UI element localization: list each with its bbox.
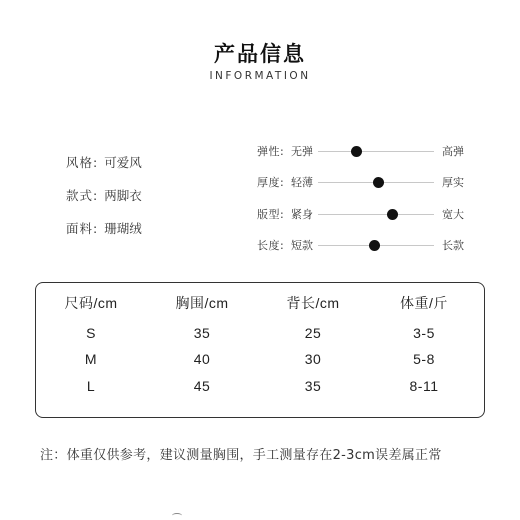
slider-low-label: 短款 bbox=[291, 239, 313, 252]
decorative-mark bbox=[172, 513, 182, 518]
attribute-fabric-key: 面料: bbox=[66, 221, 99, 236]
slider-knob bbox=[373, 177, 384, 188]
table-cell: S bbox=[86, 325, 96, 341]
slider-high-label: 宽大 bbox=[442, 208, 464, 221]
table-header-size: 尺码/cm bbox=[64, 295, 118, 311]
attribute-fabric-value: 珊瑚绒 bbox=[104, 221, 142, 236]
slider-elasticity bbox=[0, 140, 520, 160]
table-header-chest: 胸围/cm bbox=[175, 295, 229, 311]
slider-knob bbox=[387, 209, 398, 220]
slider-low-label: 无弹 bbox=[291, 145, 313, 158]
table-cell: 8-11 bbox=[409, 378, 439, 394]
attribute-style-value: 可爱风 bbox=[104, 155, 142, 170]
table-cell: 35 bbox=[193, 325, 211, 341]
slider-knob bbox=[369, 240, 380, 251]
slider-track bbox=[318, 151, 434, 152]
table-cell: 25 bbox=[304, 325, 322, 341]
size-table bbox=[35, 282, 485, 418]
page-title: 产品信息 bbox=[214, 42, 306, 66]
slider-label: 弹性: bbox=[257, 145, 285, 158]
table-cell: 5-8 bbox=[413, 351, 435, 367]
attribute-style-key: 风格: bbox=[66, 155, 99, 170]
attribute-cut-value: 两脚衣 bbox=[104, 188, 142, 203]
table-cell: M bbox=[84, 351, 98, 367]
slider-low-label: 轻薄 bbox=[291, 176, 313, 189]
attribute-cut-key: 款式: bbox=[66, 188, 99, 203]
slider-label: 长度: bbox=[257, 239, 285, 252]
slider-fit bbox=[0, 203, 520, 223]
page-subtitle: INFORMATION bbox=[209, 70, 311, 82]
slider-knob bbox=[351, 146, 362, 157]
table-cell: 45 bbox=[193, 378, 211, 394]
slider-length bbox=[0, 234, 520, 254]
slider-high-label: 长款 bbox=[442, 239, 464, 252]
slider-track bbox=[318, 214, 434, 215]
table-header-back-length: 背长/cm bbox=[286, 295, 340, 311]
table-cell: 35 bbox=[304, 378, 322, 394]
table-cell: 40 bbox=[193, 351, 211, 367]
table-header-weight: 体重/斤 bbox=[400, 295, 448, 311]
slider-thickness bbox=[0, 171, 520, 191]
table-cell: 3-5 bbox=[413, 325, 435, 341]
table-cell: 30 bbox=[304, 351, 322, 367]
table-cell: L bbox=[86, 378, 96, 394]
slider-low-label: 紧身 bbox=[291, 208, 313, 221]
measurement-note: 注：体重仅供参考，建议测量胸围，手工测量存在2-3cm误差属正常 bbox=[40, 448, 442, 463]
slider-label: 厚度: bbox=[257, 176, 285, 189]
slider-high-label: 高弹 bbox=[442, 145, 464, 158]
slider-label: 版型: bbox=[257, 208, 285, 221]
slider-high-label: 厚实 bbox=[442, 176, 464, 189]
